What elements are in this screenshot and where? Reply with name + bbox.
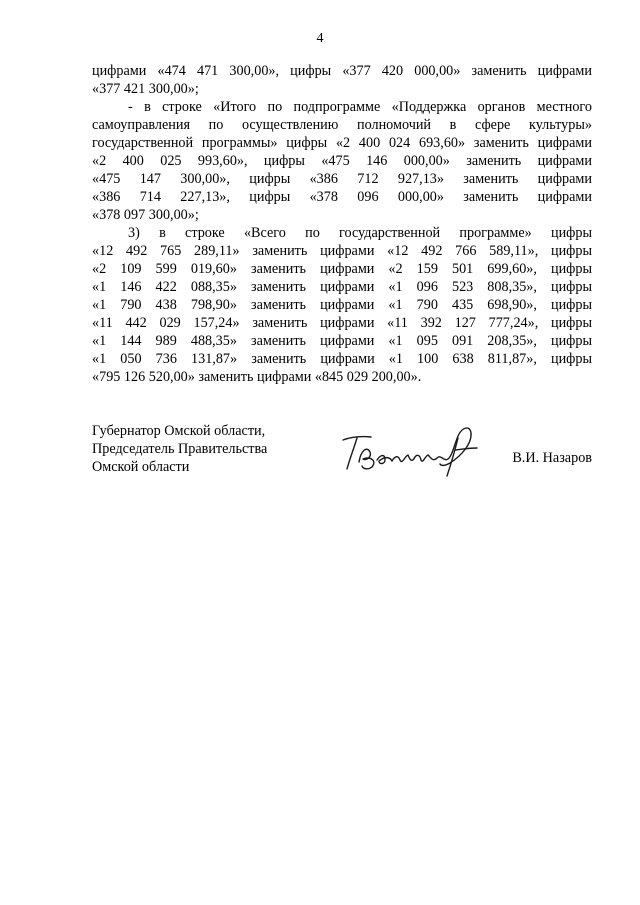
page-number: 4 [316,31,324,46]
text-line: «1 790 438 798,90» заменить цифрами «1 790 435 698,90», цифры [92,297,592,313]
signer-title-line: Губернатор Омской области, [92,423,266,439]
signer-title-line: Председатель Правительства [92,441,268,457]
text-line: самоуправления по осуществлению полномочий в сфере культуры» [92,117,592,133]
text-line: «11 442 029 157,24» заменить цифрами «11 392 127 777,24», цифры [92,315,592,331]
text-line: «1 146 422 088,35» заменить цифрами «1 096 523 808,35», цифры [92,279,592,295]
signer-title [92,422,267,476]
text-line: цифрами «474 471 300,00», цифры «377 420 000,00» заменить цифрами [92,63,592,79]
paragraph-1 [92,62,592,98]
text-line: «795 126 520,00» заменить цифрами «845 029 200,00». [92,369,422,385]
text-line: «1 050 736 131,87» заменить цифрами «1 100 638 811,87», цифры [92,351,592,367]
signer-title-line: Омской области [92,459,190,475]
paragraph-2 [92,98,592,224]
signer-name: В.И. Назаров [512,450,592,466]
text-line: государственной программы» цифры «2 400 024 693,60» заменить цифрами [92,135,592,151]
handwritten-signature [337,420,497,478]
text-line: «377 421 300,00»; [92,81,199,97]
text-line: «12 492 765 289,11» заменить цифрами «12 492 766 589,11», цифры [92,243,592,259]
text-line: - в строке «Итого по подпрограмме «Поддержка органов местного [128,99,592,115]
text-line: «1 144 989 488,35» заменить цифрами «1 095 091 208,35», цифры [92,333,592,349]
document-body [92,62,592,386]
text-line: «378 097 300,00»; [92,207,199,223]
text-line: «475 147 300,00», цифры «386 712 927,13» заменить цифрами [92,171,592,187]
paragraph-3 [92,224,592,386]
text-line: «2 400 025 993,60», цифры «475 146 000,00» заменить цифрами [92,153,592,169]
text-line: «2 109 599 019,60» заменить цифрами «2 159 501 699,60», цифры [92,261,592,277]
text-line: «386 714 227,13», цифры «378 096 000,00» заменить цифрами [92,189,592,205]
signature-block [92,422,592,482]
text-line: 3) в строке «Всего по государственной программе» цифры [128,225,592,241]
